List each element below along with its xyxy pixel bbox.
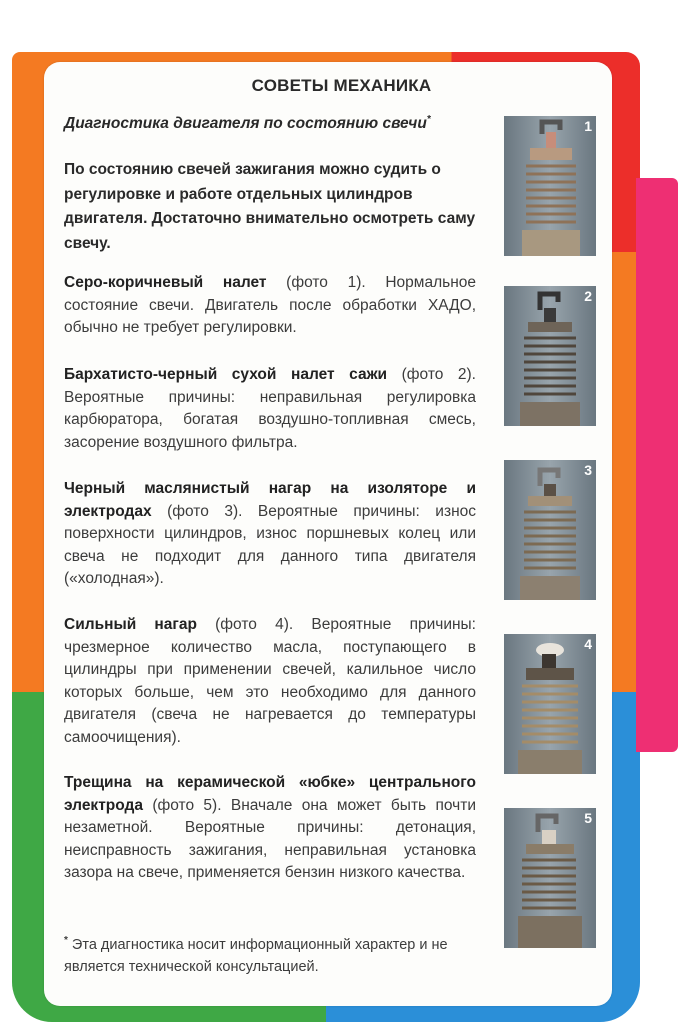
- subtitle-text: Диагностика двигателя по состоянию свечи: [64, 115, 427, 133]
- section-2: [64, 364, 476, 454]
- section-3: [64, 478, 476, 591]
- section-1: [64, 272, 476, 340]
- section-5: [64, 772, 476, 885]
- section-text: Вероятные причины: неправильная регулировка карбюратора, богатая воздушно-топливная смесь, засорение воздушного фильтра.: [64, 388, 476, 451]
- section-text: Нормальное состояние свечи. Двигатель после обработки ХАДО, обычно не требует регулировки.: [64, 274, 476, 336]
- spark-plug-photo-1: [504, 116, 596, 256]
- photo-number: 5: [584, 810, 592, 826]
- photo-reference: (фото 3).: [151, 502, 243, 520]
- photo-reference: (фото 2).: [387, 366, 476, 383]
- spark-plug-image: [504, 460, 596, 600]
- spark-plug-image: [504, 286, 596, 426]
- subtitle-footnote-mark: *: [426, 114, 431, 125]
- pink-side-tab: [636, 178, 678, 752]
- section-heading: Серо-коричневый налет: [64, 274, 267, 291]
- spark-plug-photo-4: [504, 634, 596, 774]
- photo-number: 3: [584, 462, 592, 478]
- section-heading: Бархатисто-черный сухой налет сажи: [64, 366, 388, 383]
- section-heading: Черный маслянистый нагар на изоляторе и электродах: [64, 480, 476, 520]
- section-4: [64, 614, 476, 749]
- spark-plug-image: [504, 634, 596, 774]
- photo-number: 4: [584, 636, 592, 652]
- section-text: Вначале она может быть почти незаметной. Вероятные причины: детонация, неисправность зажигания, неправильная установка зазора на свече, применяется бензин низкого качества.: [64, 796, 476, 881]
- section-text: Вероятные причины: чрезмерное количество масла, поступающего в цилиндры при применении свечей, калильное число которых больше, чем это необходимо для данного двигателя (свеча не нагревается до температуры самоочищения).: [64, 616, 476, 746]
- spark-plug-image: [504, 808, 596, 948]
- spark-plug-image: [504, 116, 596, 256]
- footnote-text: Эта диагностика носит информационный характер и не является технической консультацией.: [64, 936, 448, 975]
- subtitle: [64, 114, 431, 133]
- photo-reference: (фото 5).: [142, 796, 222, 814]
- footnote: [64, 930, 484, 978]
- footnote-mark: *: [64, 935, 68, 946]
- intro-paragraph: По состоянию свечей зажигания можно судить о регулировке и работе отдельных цилиндров двигателя. Достаточно внимательно осмотреть саму свечу.: [64, 161, 476, 252]
- section-heading: Сильный нагар: [64, 616, 197, 633]
- photo-number: 1: [584, 118, 592, 134]
- photo-number: 2: [584, 288, 592, 304]
- section-text: Вероятные причины: износ поверхности цилиндров, износ поршневых колец или свеча не подходит для данного типа двигателя («холодная»).: [64, 502, 476, 587]
- spark-plug-photo-5: [504, 808, 596, 948]
- section-heading: Трещина на керамической «юбке» центрального электрода: [64, 774, 476, 814]
- page-title: СОВЕТЫ МЕХАНИКА: [251, 76, 432, 95]
- spark-plug-photo-3: [504, 460, 596, 600]
- photo-reference: (фото 1).: [266, 274, 366, 291]
- photo-reference: (фото 4).: [196, 616, 294, 633]
- spark-plug-photo-2: [504, 286, 596, 426]
